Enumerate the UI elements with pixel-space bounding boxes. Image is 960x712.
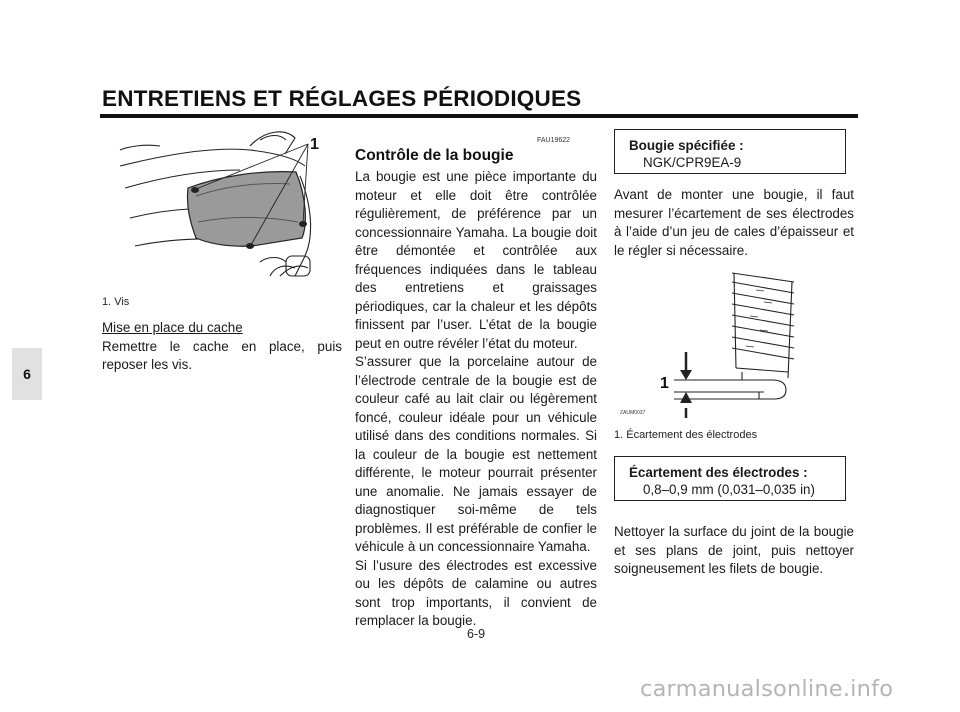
figure-callout: 1: [660, 375, 669, 392]
middle-column-text: [355, 168, 597, 631]
spark-plug-gap-illustration: [614, 268, 854, 420]
spec-box-spark-plug: [614, 129, 846, 174]
subheading: Mise en place du cache: [102, 320, 243, 335]
spec-value: 0,8–0,9 mm (0,031–0,035 in): [643, 482, 815, 497]
spec-value: NGK/CPR9EA-9: [643, 155, 742, 170]
paragraph: Si l’usure des électrodes est excessive ou les dépôts de calamine ou autres sont trop importants, il convient de remplacer la bougie.: [355, 557, 597, 628]
figure-caption: 1. Écartement des électrodes: [614, 429, 758, 441]
spec-label: Bougie spécifiée :: [629, 138, 744, 153]
figure-code: ZAUM0037: [620, 410, 646, 416]
spec-label: Écartement des électrodes :: [629, 465, 808, 480]
section-heading: Contrôle de la bougie: [355, 147, 514, 164]
paragraph: Remettre le cache en place, puis reposer les vis.: [102, 338, 342, 372]
right-column-text: Nettoyer la surface du joint de la bougie et ses plans de joint, puis nettoyer soigneusement les filets de bougie.: [614, 524, 854, 576]
cover-illustration: [100, 126, 340, 286]
page-title: ENTRETIENS ET RÉGLAGES PÉRIODIQUES: [102, 86, 582, 111]
spec-box-electrode-gap: [614, 456, 846, 501]
chapter-tab: 6: [12, 348, 42, 400]
page-number: 6-9: [467, 627, 486, 641]
reference-code: FAU19622: [537, 137, 571, 144]
figure-callout: 1: [310, 136, 319, 153]
watermark: carmanualsonline.info: [640, 676, 894, 702]
left-column-text: [102, 319, 342, 375]
paragraph: La bougie est une pièce importante du moteur et elle doit être contrôlée régulièrement, de préférence par un concessionnaire Yamaha. La bougie doit être démontée et contrôlée aux fréquences indiquées dans le tableau des entretiens et graissages périodiques, car la chaleur et les dépôts finissent par l’user. L’état de la bougie peut en outre révéler l’état du moteur.: [355, 169, 597, 351]
paragraph: S’assurer que la porcelaine autour de l’électrode centrale de la bougie est de couleur café au lait clair ou légèrement foncé, couleur idéale pour un véhicule utilisé dans des conditions normales. Si la couleur de la bougie est nettement différente, le moteur pourrait présenter une anomalie. Ne jamais essayer de diagnostiquer soi-même de tels problèmes. Il est préférable de confier le véhicule à un concessionnaire Yamaha.: [355, 354, 597, 554]
right-column-text: Avant de monter une bougie, il faut mesurer l’écartement de ses électrodes à l’aide d’un jeu de cales d’épaisseur et le régler si nécessaire.: [614, 187, 854, 258]
figure-caption: 1. Vis: [102, 296, 130, 308]
title-rule: [100, 114, 858, 118]
